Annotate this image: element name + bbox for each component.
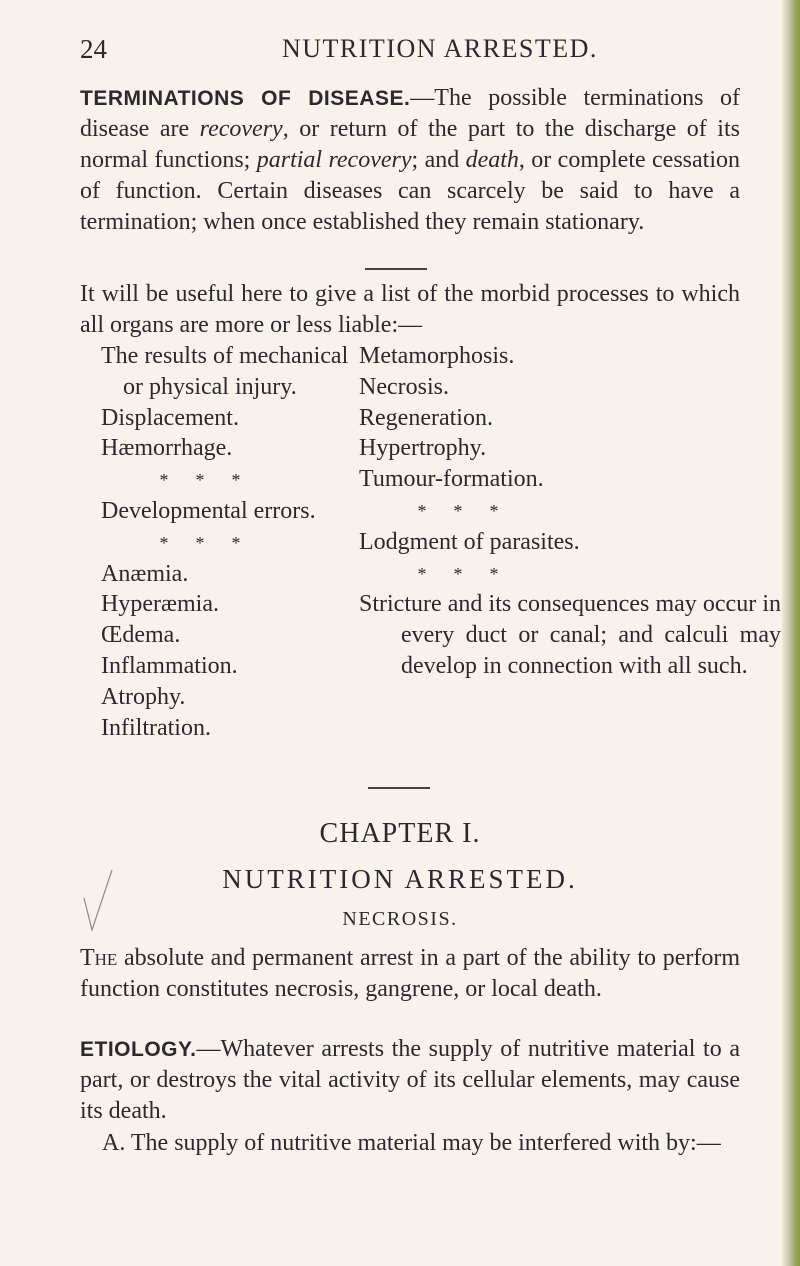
right-list-item: Necrosis.	[359, 373, 449, 400]
left-list-item: Displacement.	[101, 404, 239, 431]
supply-paragraph: A. The supply of nutritive material may be interfered with by:—	[102, 1130, 721, 1156]
left-list-item: Anæmia.	[101, 560, 189, 587]
left-list-separator	[101, 464, 341, 496]
section-divider-rule	[368, 787, 430, 789]
asterism-glyph: *	[159, 532, 169, 553]
asterism-glyph: *	[231, 532, 241, 553]
necrosis-lead-word: The	[80, 945, 118, 971]
etiology-heading: ETIOLOGY.	[80, 1038, 197, 1061]
right-list-separator	[359, 558, 749, 590]
left-list-item: Infiltration.	[101, 714, 211, 741]
terminations-text-2: , or return of the part to the discharge of its normal functions;	[80, 116, 740, 173]
terminations-text-1: —The possible terminations of disease are	[80, 85, 740, 142]
left-list-item: Hyperæmia.	[101, 591, 219, 618]
asterism-glyph: *	[453, 500, 463, 521]
left-list-item: The results of mechanical	[101, 343, 349, 369]
etiology-paragraph	[80, 1034, 740, 1127]
left-list-item: Developmental errors.	[101, 497, 316, 524]
left-list-item: Atrophy.	[101, 683, 186, 710]
right-list-item: Metamorphosis.	[359, 343, 515, 369]
asterism-glyph: *	[231, 470, 241, 491]
asterism-glyph: *	[159, 470, 169, 491]
term-recovery: recovery	[199, 116, 283, 142]
morbid-processes-left-column	[101, 341, 349, 743]
right-list-item: Hypertrophy.	[359, 435, 487, 462]
right-list-separator	[359, 495, 749, 527]
right-list-item: Tumour-formation.	[359, 466, 544, 493]
asterism-glyph: *	[489, 563, 499, 584]
asterism-glyph: *	[417, 563, 427, 584]
left-list-item: Hæmorrhage.	[101, 435, 233, 462]
section-heading: NECROSIS.	[342, 908, 458, 930]
intro-paragraph: It will be useful here to give a list of the morbid processes to which all organs are more or less liable:—	[80, 281, 740, 338]
term-partial-recovery: partial recovery	[256, 147, 412, 173]
terminations-text-4: , or complete cessation of function. Certain diseases can scarcely be said to have a termination; when once established they remain stationary.	[80, 147, 740, 235]
morbid-processes-right-column	[359, 341, 781, 682]
asterism-glyph: *	[489, 500, 499, 521]
left-list-item: Inflammation.	[101, 652, 238, 679]
terminations-heading: TERMINATIONS OF DISEASE.	[80, 87, 411, 110]
asterism-glyph: *	[417, 500, 427, 521]
right-list-item: Lodgment of parasites.	[359, 528, 580, 555]
left-list-item: or physical injury.	[123, 373, 297, 400]
asterism-glyph: *	[195, 532, 205, 553]
etiology-text: —Whatever arrests the supply of nutritive material to a part, or destroys the vital activity of its cellular elements, may cause its death.	[80, 1036, 740, 1124]
page-header	[0, 28, 800, 68]
left-list-separator	[101, 527, 341, 559]
page-number: 24	[80, 34, 107, 64]
chapter-number: CHAPTER I.	[319, 818, 481, 849]
asterism-glyph: *	[453, 563, 463, 584]
right-list-item: Regeneration.	[359, 404, 493, 431]
asterism-glyph: *	[195, 470, 205, 491]
left-list-item: Œdema.	[101, 622, 181, 649]
necrosis-text: absolute and permanent arrest in a part of the ability to perform function constitutes necrosis, gangrene, or local death.	[80, 945, 740, 1002]
terminations-text-3: ; and	[411, 147, 466, 173]
term-death: death	[465, 147, 519, 173]
chapter-title: NUTRITION ARRESTED.	[222, 864, 578, 894]
running-head: NUTRITION ARRESTED.	[282, 34, 598, 63]
terminations-paragraph	[80, 83, 740, 238]
divider-rule	[365, 268, 427, 270]
page-edge	[782, 0, 800, 1266]
right-list-item: Stricture and its consequences may occur in every duct or canal; and calculi may develop in connection with all such.	[359, 591, 781, 679]
necrosis-paragraph	[80, 943, 740, 1005]
